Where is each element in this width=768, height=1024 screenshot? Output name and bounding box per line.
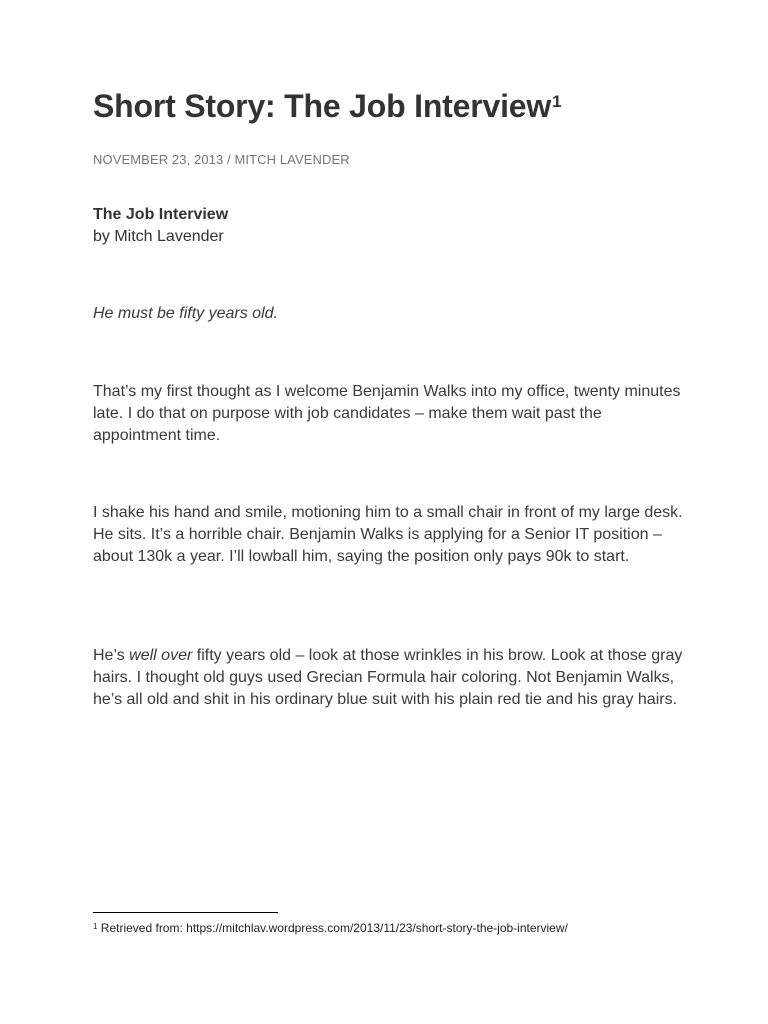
footnote-text: Retrieved from: https://mitchlav.wordpress.com/2013/11/23/short-story-the-job-interview/ — [97, 921, 568, 935]
footnote — [93, 919, 568, 937]
paragraph-1: He must be fifty years old. — [93, 305, 278, 322]
story-heading — [93, 204, 228, 248]
footnote-marker: 1 — [93, 922, 98, 931]
title-footnote-marker: 1 — [552, 92, 562, 111]
paragraph-4-start: He’s — [93, 647, 130, 664]
paragraph-2: That’s my first thought as I welcome Benjamin Walks into my office, twenty minutes late. I do that on purpose with job candidates – make them wait past the appointment time. — [93, 383, 681, 444]
story-byline: by Mitch Lavender — [93, 228, 224, 245]
paragraph-3: I shake his hand and smile, motioning him to a small chair in front of my large desk. He sits. It’s a horrible chair. Benjamin Walks is applying for a Senior IT position – about 130k a year. I’ll lowball him, saying the position only pays 90k to start. — [93, 504, 683, 565]
footnote-divider — [93, 912, 278, 913]
paragraph-4-rest: fifty years old – look at those wrinkles in his brow. Look at those gray hairs. I thought old guys used Grecian Formula hair coloring. Not Benjamin Walks, he’s all old and shit in his ordinary blue suit with his plain red tie and his gray hairs. — [93, 647, 683, 708]
story-title: The Job Interview — [93, 206, 229, 223]
page-title — [93, 84, 561, 128]
page-title-text: Short Story: The Job Interview — [93, 88, 552, 124]
paragraph-4-emphasis: well over — [129, 647, 193, 664]
post-meta: NOVEMBER 23, 2013 / MITCH LAVENDER — [93, 152, 350, 167]
paragraph-4 — [93, 645, 683, 711]
document-page — [93, 0, 683, 1024]
